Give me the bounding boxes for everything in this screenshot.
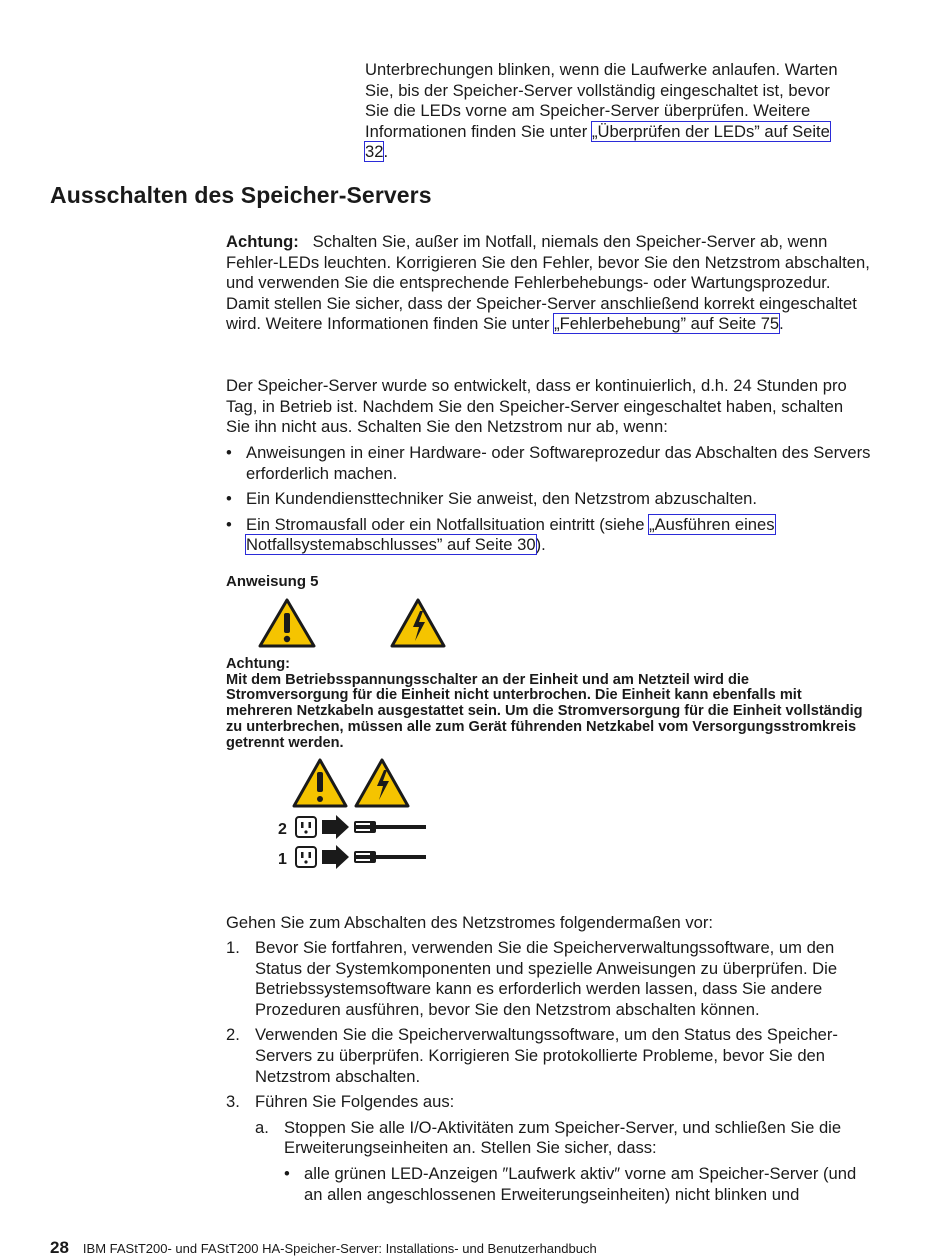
intro-paragraph: Unterbrechungen blinken, wenn die Laufwerke anlaufen. Warten Sie, bis der Speicher-Server vollständig eingeschaltet ist, bevor Sie die LEDs vorne am Speicher-Server überprüfen. Weitere Informationen finden Sie unter „Überprüfen der LEDs” auf Seite 32.: [365, 60, 838, 162]
arrow-right-icon: [322, 845, 349, 869]
list-item: • Ein Kundendiensttechniker Sie anweist, den Netzstrom abzuschalten.: [226, 489, 876, 510]
link-check-leds[interactable]: „Überprüfen der LEDs” auf Seite 32: [365, 121, 830, 162]
high-voltage-icon: [356, 760, 408, 806]
arrow-right-icon: [322, 815, 349, 839]
intro-text: Unterbrechungen blinken, wenn die Laufwerke anlaufen. Warten Sie, bis der Speicher-Server vollständig eingeschaltet ist, bevor Sie die LEDs vorne am Speicher-Server überprüfen. Weitere Informationen finden Sie unter: [365, 60, 838, 141]
power-outlet-icon: [296, 817, 316, 837]
cord-label: 1: [278, 851, 287, 868]
page-footer: [50, 1238, 597, 1258]
high-voltage-icon: [389, 597, 447, 649]
procedure-steps: [226, 938, 876, 1210]
power-plug-icon: [354, 821, 426, 833]
procedure-intro: Gehen Sie zum Abschalten des Netzstromes folgendermaßen vor:: [226, 913, 713, 932]
caution-label: Achtung:: [226, 656, 291, 672]
warning-exclamation-icon: [257, 597, 317, 649]
operation-paragraph: Der Speicher-Server wurde so entwickelt, dass er kontinuierlich, d.h. 24 Stunden pro Tag, in Betrieb ist. Nachdem Sie den Speicher-Server eingeschaltet haben, schalten Sie ihn nicht aus. Schalten Sie den Netzstrom nur ab, wenn:: [226, 376, 847, 437]
shutdown-conditions-list: [226, 443, 876, 561]
list-item: • Anweisungen in einer Hardware- oder Softwareprozedur das Abschalten des Servers erforderlich machen.: [226, 443, 876, 484]
list-item: • alle grünen LED-Anzeigen ″Laufwerk aktiv″ vorne am Speicher-Server (und an allen angeschlossenen Erweiterungseinheiten) nicht blinken und: [284, 1164, 876, 1205]
statement-title: Anweisung 5: [226, 573, 319, 590]
link-troubleshooting[interactable]: „Fehlerbehebung” auf Seite 75: [554, 314, 780, 334]
attention-text: Schalten Sie, außer im Notfall, niemals den Speicher-Server ab, wenn Fehler-LEDs leuchten. Korrigieren Sie den Fehler, bevor Sie den Netzstrom abschalten, und verwenden Sie die entsprechende Fehlerbehebungs- oder Wartungsprozedur. Damit stellen Sie sicher, dass der Speicher-Server anschließend korrekt eingeschaltet wird. Weitere Informationen finden Sie unter: [226, 232, 870, 334]
link-emergency-shutdown[interactable]: „Ausführen eines Notfallsystemabschlusses” auf Seite 30: [246, 514, 775, 555]
section-title: Ausschalten des Speicher-Servers: [50, 182, 432, 208]
power-cords-illustration: [276, 756, 432, 874]
cord-label: 2: [278, 821, 287, 838]
page-number: 28: [50, 1238, 69, 1257]
caution-block: [226, 657, 866, 751]
power-outlet-icon: [296, 847, 316, 867]
attention-label: Achtung:: [226, 232, 299, 251]
footer-title: IBM FAStT200- und FAStT200 HA-Speicher-Server: Installations- und Benutzerhandbuch: [82, 1241, 597, 1256]
list-item: • Ein Stromausfall oder ein Notfallsituation eintritt (siehe „Ausführen eines Notfallsystemabschlusses” auf Seite 30).: [226, 515, 876, 556]
procedure-step: 1. Bevor Sie fortfahren, verwenden Sie die Speicherverwaltungssoftware, um den Status der Systemkomponenten und spezielle Anweisungen zu überprüfen. Die Betriebssystemsoftware kann es erforderlich werden lassen, dass Sie andere Prozeduren ausführen, bevor Sie den Netzstrom abschalten können.: [226, 938, 838, 1019]
caution-text: Mit dem Betriebsspannungsschalter an der Einheit und am Netzteil wird die Stromversorgung für die Einheit nicht unterbrochen. Die Einheit kann ebenfalls mit mehreren Netzkabeln ausgestattet sein. Um die Stromversorgung für die Einheit vollständig zu unterbrechen, müssen alle zum Gerät führenden Netzkabel vom Versorgungsstromkreis getrennt werden.: [226, 671, 863, 751]
warning-exclamation-icon: [294, 760, 346, 806]
procedure-step: 3. Führen Sie Folgendes aus: a. Stoppen Sie alle I/O-Aktivitäten zum Speicher-Server, und schließen Sie die Erweiterungseinheiten an. Stellen Sie sicher, dass: • alle grünen LED-Anzeigen ″Laufwerk aktiv″ vorne am Speicher-Server (und an allen angeschlossenen Erweiterungseinheiten) nicht blinken und: [226, 1092, 876, 1205]
power-plug-icon: [354, 851, 426, 863]
attention-paragraph: Achtung: Schalten Sie, außer im Notfall, niemals den Speicher-Server ab, wenn Fehler-LEDs leuchten. Korrigieren Sie den Fehler, bevor Sie den Netzstrom abschalten, und verwenden Sie die entsprechende Fehlerbehebungs- oder Wartungsprozedur. Damit stellen Sie sicher, dass der Speicher-Server anschließend korrekt eingeschaltet wird. Weitere Informationen finden Sie unter „Fehlerbehebung” auf Seite 75.: [226, 232, 870, 334]
procedure-substep: a. Stoppen Sie alle I/O-Aktivitäten zum Speicher-Server, und schließen Sie die Erweiterungseinheiten an. Stellen Sie sicher, dass: • alle grünen LED-Anzeigen ″Laufwerk aktiv″ vorne am Speicher-Server (und an allen angeschlossenen Erweiterungseinheiten) nicht blinken und: [255, 1118, 876, 1205]
procedure-step: 2. Verwenden Sie die Speicherverwaltungssoftware, um den Status des Speicher-Servers zu überprüfen. Korrigieren Sie protokollierte Probleme, bevor Sie den Netzstrom abschalten.: [226, 1025, 838, 1086]
